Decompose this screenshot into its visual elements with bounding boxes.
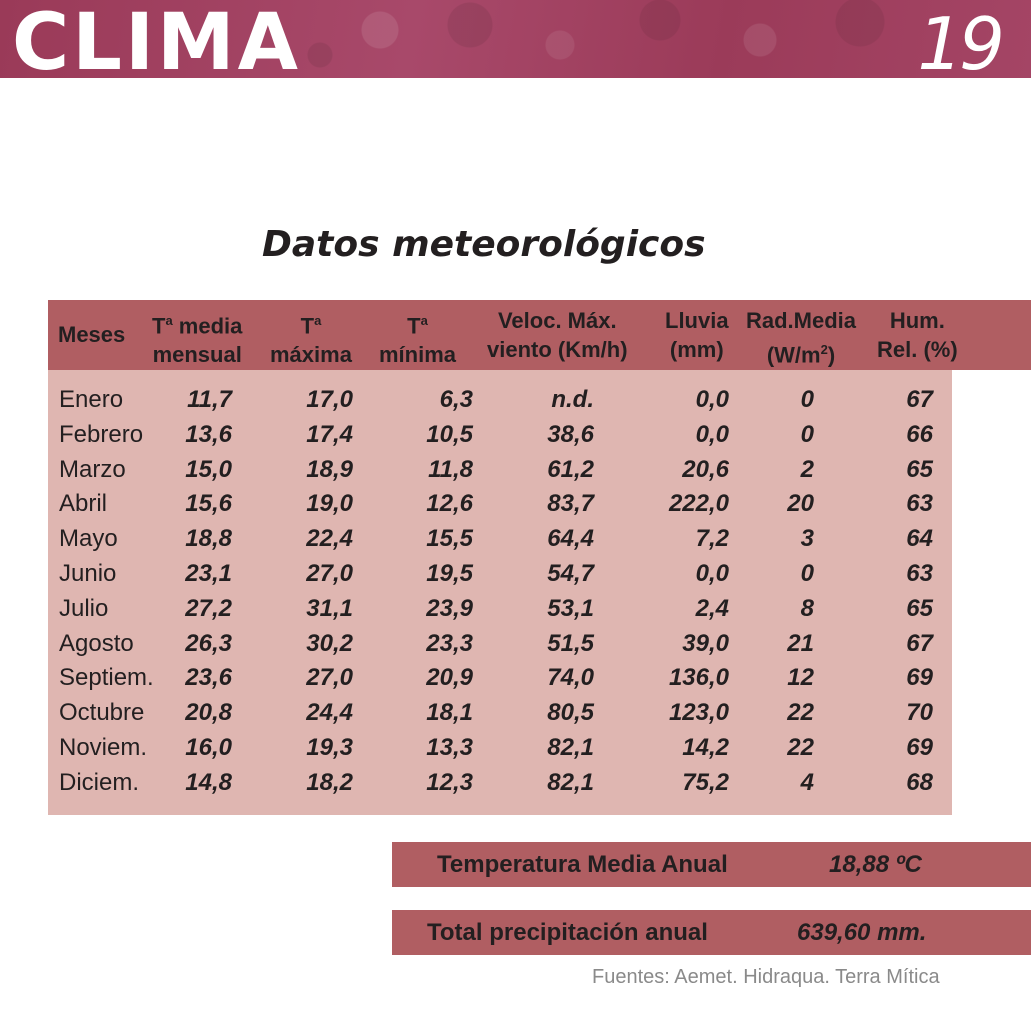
cell-tmed: 13,6	[185, 420, 232, 448]
cell-tmin: 15,5	[426, 525, 473, 553]
col-header-meses: Meses	[58, 322, 126, 347]
annual-temperature-label: Temperatura Media Anual	[437, 851, 728, 878]
cell-rad: 21	[787, 629, 814, 657]
cell-hum: 67	[906, 386, 933, 413]
cell-hum: 63	[906, 560, 933, 587]
cell-viento: 51,5	[547, 629, 594, 657]
cell-tmax: 19,0	[306, 490, 353, 518]
cell-tmed: 15,0	[185, 455, 232, 483]
annual-temperature-value: 18,88 ºC	[829, 851, 922, 878]
table-row	[48, 382, 952, 417]
cell-tmin: 11,8	[428, 455, 473, 483]
cell-rad: 20	[787, 490, 814, 518]
annual-precipitation-bar	[392, 910, 1031, 955]
cell-hum: 65	[906, 455, 933, 483]
cell-hum: 69	[906, 734, 933, 761]
cell-rad: 22	[787, 699, 814, 727]
cell-viento: 54,7	[547, 560, 594, 587]
cell-viento: 38,6	[547, 420, 594, 448]
cell-rad: 3	[800, 525, 814, 553]
annual-precipitation-label: Total precipitación anual	[427, 919, 708, 946]
cell-tmax: 18,2	[306, 768, 353, 796]
table-row	[48, 626, 952, 661]
page-number: 19	[917, 2, 1001, 86]
cell-month: Diciem.	[59, 768, 140, 796]
cell-month: Febrero	[59, 420, 144, 448]
cell-tmax: 18,9	[306, 455, 353, 483]
cell-viento: 83,7	[547, 490, 594, 518]
table-header-row	[48, 300, 1031, 370]
cell-viento: 61,2	[547, 455, 594, 483]
section-brand-title: CLIMA	[12, 4, 301, 84]
cell-rad: 4	[800, 768, 814, 796]
cell-month: Septiem.	[59, 664, 154, 692]
cell-tmax: 31,1	[306, 594, 353, 622]
cell-tmed: 16,0	[185, 734, 232, 761]
cell-tmin: 13,3	[426, 734, 473, 761]
cell-rad: 0	[800, 560, 814, 587]
table-row	[48, 556, 952, 591]
cell-tmin: 18,1	[426, 699, 473, 727]
header-banner	[0, 0, 1031, 86]
cell-tmax: 17,0	[306, 386, 353, 413]
cell-lluvia: 0,0	[695, 420, 729, 448]
col-header-tmaxima: $T^a$ máxima	[270, 313, 352, 368]
cell-tmin: 19,5	[426, 560, 473, 587]
col-header-viento: Veloc. Máx. viento (Km/h)	[487, 308, 628, 362]
table-row	[48, 765, 952, 800]
cell-tmin: 10,5	[426, 420, 473, 448]
table-row	[48, 417, 952, 452]
cell-rad: 2	[800, 455, 814, 483]
cell-tmax: 30,2	[306, 629, 353, 657]
cell-lluvia: 222,0	[668, 490, 729, 518]
cell-tmed: 27,2	[185, 594, 232, 622]
table-row	[48, 486, 952, 521]
cell-tmax: 27,0	[306, 560, 353, 587]
cell-month: Abril	[59, 490, 108, 518]
cell-viento: 82,1	[547, 768, 594, 796]
cell-hum: 68	[906, 768, 933, 796]
cell-month: Enero	[59, 386, 124, 413]
table-row	[48, 452, 952, 487]
cell-hum: 66	[906, 420, 933, 448]
table-row	[48, 695, 952, 730]
cell-tmed: 15,6	[185, 490, 232, 518]
table-body	[48, 370, 952, 815]
table-row	[48, 660, 952, 695]
cell-tmed: 14,8	[185, 768, 232, 796]
cell-rad: 12	[787, 664, 814, 692]
cell-hum: 63	[906, 490, 933, 518]
cell-lluvia: 39,0	[682, 629, 729, 657]
cell-tmax: 17,4	[306, 420, 353, 448]
cell-month: Julio	[59, 594, 109, 622]
cell-tmin: 20,9	[426, 664, 473, 692]
col-header-tminima: $T^a$ mínima	[379, 313, 457, 368]
cell-lluvia: 20,6	[682, 455, 729, 483]
table-row	[48, 730, 952, 765]
page-title: Datos meteorológicos	[262, 224, 706, 265]
cell-tmin: 12,3	[426, 768, 473, 796]
cell-month: Mayo	[59, 525, 118, 553]
cell-tmed: 20,8	[185, 699, 232, 727]
cell-month: Agosto	[59, 629, 134, 657]
cell-viento: 53,1	[547, 594, 594, 622]
cell-month: Octubre	[59, 699, 145, 727]
cell-lluvia: 136,0	[668, 664, 729, 692]
cell-viento: 64,4	[547, 525, 594, 553]
cell-month: Noviem.	[59, 734, 148, 761]
cell-hum: 69	[906, 664, 933, 692]
cell-tmin: 23,3	[426, 629, 473, 657]
cell-rad: 8	[800, 594, 814, 622]
cell-tmed: 18,8	[185, 525, 232, 553]
cell-month: Marzo	[59, 455, 126, 483]
cell-lluvia: 14,2	[682, 734, 729, 761]
cell-lluvia: 75,2	[682, 768, 729, 796]
cell-hum: 67	[906, 629, 933, 657]
cell-lluvia: 2,4	[695, 594, 729, 622]
cell-rad: 0	[800, 386, 814, 413]
cell-viento: 80,5	[547, 699, 594, 727]
cell-tmin: 6,3	[439, 386, 473, 413]
table-row	[48, 521, 952, 556]
col-header-tmedia: $T^a$ media mensual	[152, 313, 243, 368]
cell-tmin: 23,9	[426, 594, 473, 622]
cell-tmax: 27,0	[306, 664, 353, 692]
cell-tmin: 12,6	[426, 490, 473, 518]
cell-tmed: 11,7	[187, 386, 232, 413]
cell-lluvia: 123,0	[668, 699, 729, 727]
cell-hum: 65	[906, 594, 933, 622]
cell-month: Junio	[59, 560, 117, 587]
table-row	[48, 591, 952, 626]
cell-lluvia: 0,0	[695, 386, 729, 413]
annual-temperature-bar	[392, 842, 1031, 887]
col-header-radiacion: Rad.Media $(W/m^2)$	[746, 308, 857, 368]
cell-viento: 82,1	[547, 734, 594, 761]
cell-viento: 74,0	[547, 664, 594, 692]
cell-tmax: 24,4	[306, 699, 353, 727]
cell-rad: 22	[787, 734, 814, 761]
cell-tmed: 23,6	[185, 664, 232, 692]
cell-tmed: 23,1	[185, 560, 232, 587]
cell-rad: 0	[800, 420, 814, 448]
cell-tmax: 19,3	[306, 734, 353, 761]
cell-hum: 70	[906, 699, 933, 727]
cell-tmax: 22,4	[306, 525, 353, 553]
col-header-lluvia: Lluvia (mm)	[665, 308, 729, 362]
cell-tmed: 26,3	[185, 629, 232, 657]
cell-viento: n.d.	[551, 386, 594, 413]
col-header-humedad: Hum. Rel. (%)	[877, 308, 958, 362]
cell-lluvia: 7,2	[695, 525, 729, 553]
sources-note: Fuentes: Aemet. Hidraqua. Terra Mítica	[592, 966, 940, 988]
cell-hum: 64	[906, 525, 933, 553]
cell-lluvia: 0,0	[695, 560, 729, 587]
annual-precipitation-value: 639,60 mm.	[797, 919, 927, 946]
